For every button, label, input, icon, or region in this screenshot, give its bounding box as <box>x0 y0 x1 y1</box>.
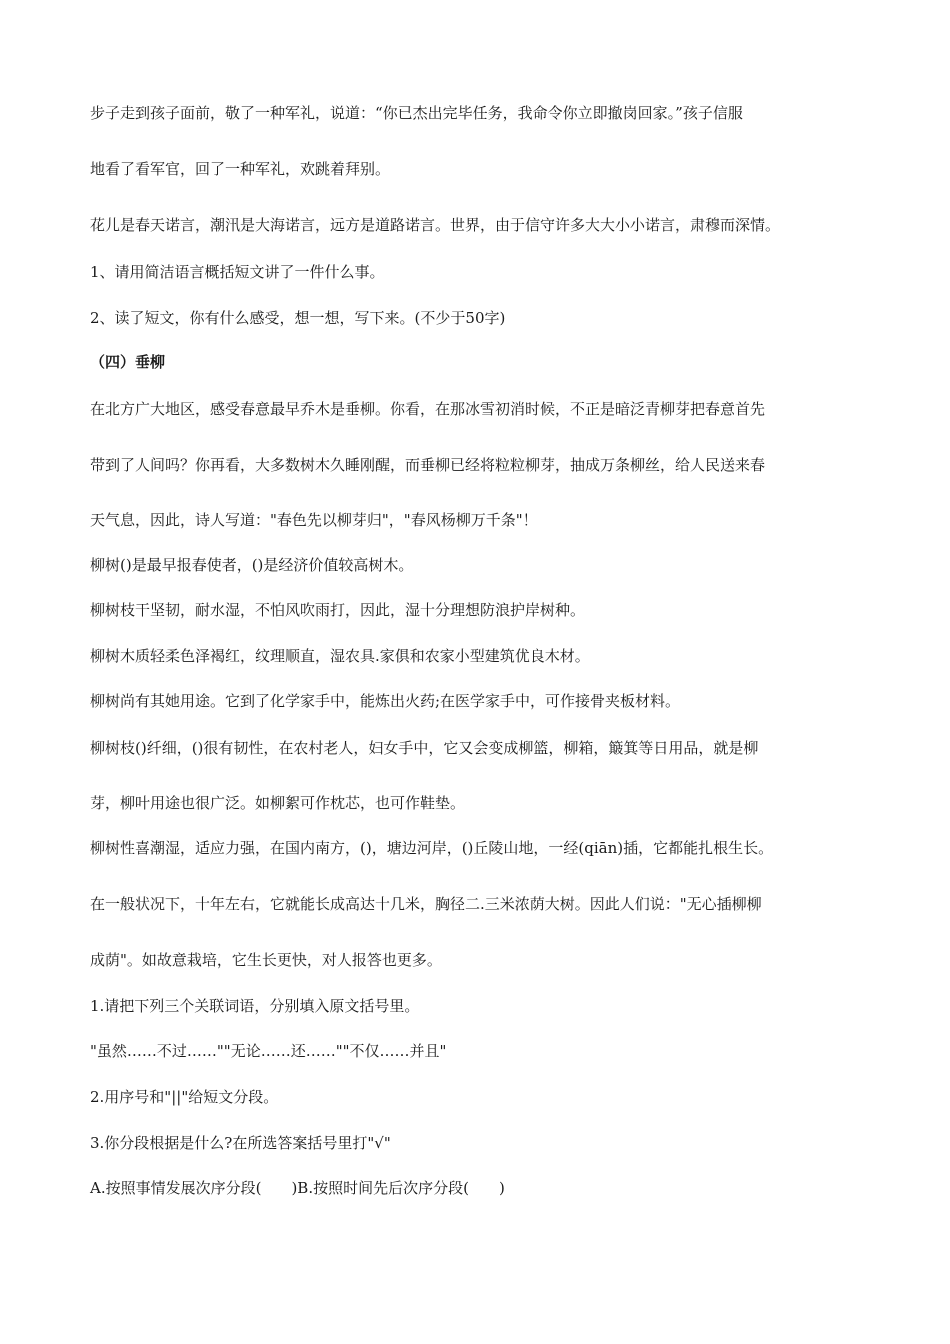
story-line-2: 地看了看军官，回了一种军礼，欢跳着拜别。 <box>90 160 391 178</box>
section-question-2: 2.用序号和"||"给短文分段。 <box>90 1088 279 1106</box>
section-question-3-options: A.按照事情发展次序分段( )B.按照时间先后次序分段( ) <box>90 1179 505 1197</box>
section-question-3: 3.你分段根据是什么?在所选答案括号里打"√" <box>90 1134 391 1152</box>
paragraph-line-2: 带到了人间吗？你再看，大多数树木久睡刚醒，而垂柳已经将粒粒柳芽，抽成万条柳丝，给人民送来春 <box>90 456 766 474</box>
paragraph-line-8: 柳树枝()纤细，()很有韧性，在农村老人，妇女手中，它又会变成柳篮，柳箱，簸箕等日用品，就是柳 <box>90 739 759 757</box>
question-3-2: 2、读了短文，你有什么感受，想一想，写下来。(不少于50字) <box>90 309 506 327</box>
paragraph-line-11: 在一般状况下，十年左右，它就能长成高达十几米，胸径二.三米浓荫大树。因此人们说："无心插柳柳 <box>90 895 762 913</box>
paragraph-line-7: 柳树尚有其她用途。它到了化学家手中，能炼出火药;在医学家手中，可作接骨夹板材料。 <box>90 692 681 710</box>
section-question-1: 1.请把下列三个关联词语，分别填入原文括号里。 <box>90 997 420 1015</box>
paragraph-line-5: 柳树枝干坚韧，耐水湿，不怕风吹雨打，因此，湿十分理想防浪护岸树种。 <box>90 601 586 619</box>
story-moral-line: 花儿是春天诺言，潮汛是大海诺言，远方是道路诺言。世界，由于信守许多大大小小诺言，肃穆而深情。 <box>90 216 781 234</box>
paragraph-line-6: 柳树木质轻柔色泽褐红，纹理顺直，湿农具.家俱和农家小型建筑优良木材。 <box>90 647 590 665</box>
question-3-1: 1、请用简洁语言概括短文讲了一件什么事。 <box>90 263 385 281</box>
story-line-1: 步子走到孩子面前，敬了一种军礼，说道：“你已杰出完毕任务，我命令你立即撤岗回家。”孩子信服 <box>90 104 743 122</box>
paragraph-line-12: 成荫"。如故意栽培，它生长更快，对人报答也更多。 <box>90 951 442 969</box>
paragraph-line-9: 芽，柳叶用途也很广泛。如柳絮可作枕芯，也可作鞋垫。 <box>90 794 466 812</box>
section-question-1-options: "虽然……不过……""无论……还……""不仅……并且" <box>90 1042 447 1060</box>
section-heading: （四）垂柳 <box>90 353 166 371</box>
paragraph-line-1: 在北方广大地区，感受春意最早乔木是垂柳。你看，在那冰雪初消时候，不正是暗泛青柳芽把春意首先 <box>90 400 766 418</box>
paragraph-line-3: 天气息，因此，诗人写道："春色先以柳芽归"，"春风杨柳万千条"！ <box>90 511 538 529</box>
paragraph-line-4: 柳树()是最早报春使者，()是经济价值较高树木。 <box>90 556 414 574</box>
paragraph-line-10: 柳树性喜潮湿，适应力强，在国内南方，()，塘边河岸，()丘陵山地，一经(qiān)插，它都能扎根生长。 <box>90 839 774 857</box>
